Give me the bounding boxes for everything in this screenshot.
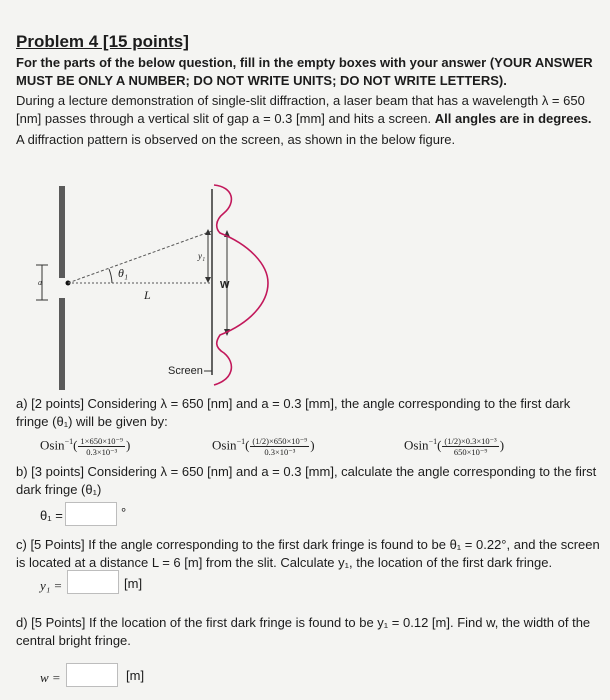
label-L: L: [144, 288, 151, 302]
option-1[interactable]: Osin$^{-1}$( $\frac{\text{1×650×10⁻⁹}}{\text{0.3×10⁻³}}$ ): [40, 436, 131, 457]
y1-answer-input[interactable]: [67, 570, 119, 594]
intro-main: During a lecture demonstration of single-slit diffraction, a laser beam that has a wavelength λ = 650 [nm] passes through a vertical slit of gap a = 0.3 [mm] and hits a screen.: [16, 93, 585, 126]
y1-unit: [m]: [124, 576, 143, 591]
option-2[interactable]: Osin$^{-1}$( $\frac{\text{(1/2)×650×10⁻⁹}}{\text{0.3×10⁻³}}$ ): [212, 436, 315, 457]
label-theta: θ₁: [118, 266, 129, 280]
slit-barrier-bottom: [59, 298, 65, 390]
w-answer-input[interactable]: [66, 663, 118, 687]
slit-barrier-top: [59, 186, 65, 278]
intro-bold: All angles are in degrees.: [434, 111, 592, 126]
part-c-text: c) [5 Points] If the angle corresponding to the first dark fringe is found to be θ₁ = 0.22°, and the screen is located at a distance L = 6 [m] from the slit. Calculate y₁, the location of the first dark fringe.: [16, 537, 600, 570]
observed-text: A diffraction pattern is observed on the screen, as shown in the below figure.: [16, 132, 456, 147]
label-a: a: [38, 278, 42, 287]
instructions: For the parts of the below question, fill in the empty boxes with your answer (YOUR ANSWER MUST BE ONLY A NUMBER; DO NOT WRITE UNITS; DO NOT WRITE LETTERS).: [16, 55, 593, 88]
angle-arc: [109, 269, 112, 283]
label-y1: y₁: [198, 251, 206, 261]
theta1-label: θ₁ =: [40, 508, 63, 523]
option-1-prefix: Osin: [40, 437, 65, 453]
theta1-unit: °: [121, 505, 127, 520]
diffraction-figure: [20, 175, 290, 390]
y1-label: y₁ =: [40, 578, 63, 593]
part-b-text: b) [3 points] Considering λ = 650 [nm] and a = 0.3 [mm], calculate the angle corresponding to the first dark fringe (θ₁): [16, 464, 597, 497]
part-d-text: d) [5 Points] If the location of the first dark fringe is found to be y₁ = 0.12 [m]. Find w, the width of the central bright fringe.: [16, 615, 591, 648]
theta1-answer-input[interactable]: [65, 502, 117, 526]
w-label: w =: [40, 670, 61, 685]
label-W: W: [220, 280, 230, 291]
ray-to-first-minimum: [68, 231, 212, 283]
part-a-text: a) [2 points] Considering λ = 650 [nm] and a = 0.3 [mm], the angle corresponding to the first dark fringe (θ₁) will be given by:: [16, 396, 571, 429]
problem-title: Problem 4 [15 points]: [16, 32, 189, 51]
option-3[interactable]: Osin$^{-1}$( $\frac{\text{(1/2)×0.3×10⁻³}}{\text{650×10⁻⁹}}$ ): [404, 436, 505, 457]
label-screen: Screen: [168, 365, 203, 377]
option-3-prefix: Osin: [404, 437, 429, 453]
w-unit: [m]: [126, 668, 145, 683]
option-2-prefix: Osin: [212, 437, 237, 453]
intro-paragraph: [16, 92, 601, 128]
